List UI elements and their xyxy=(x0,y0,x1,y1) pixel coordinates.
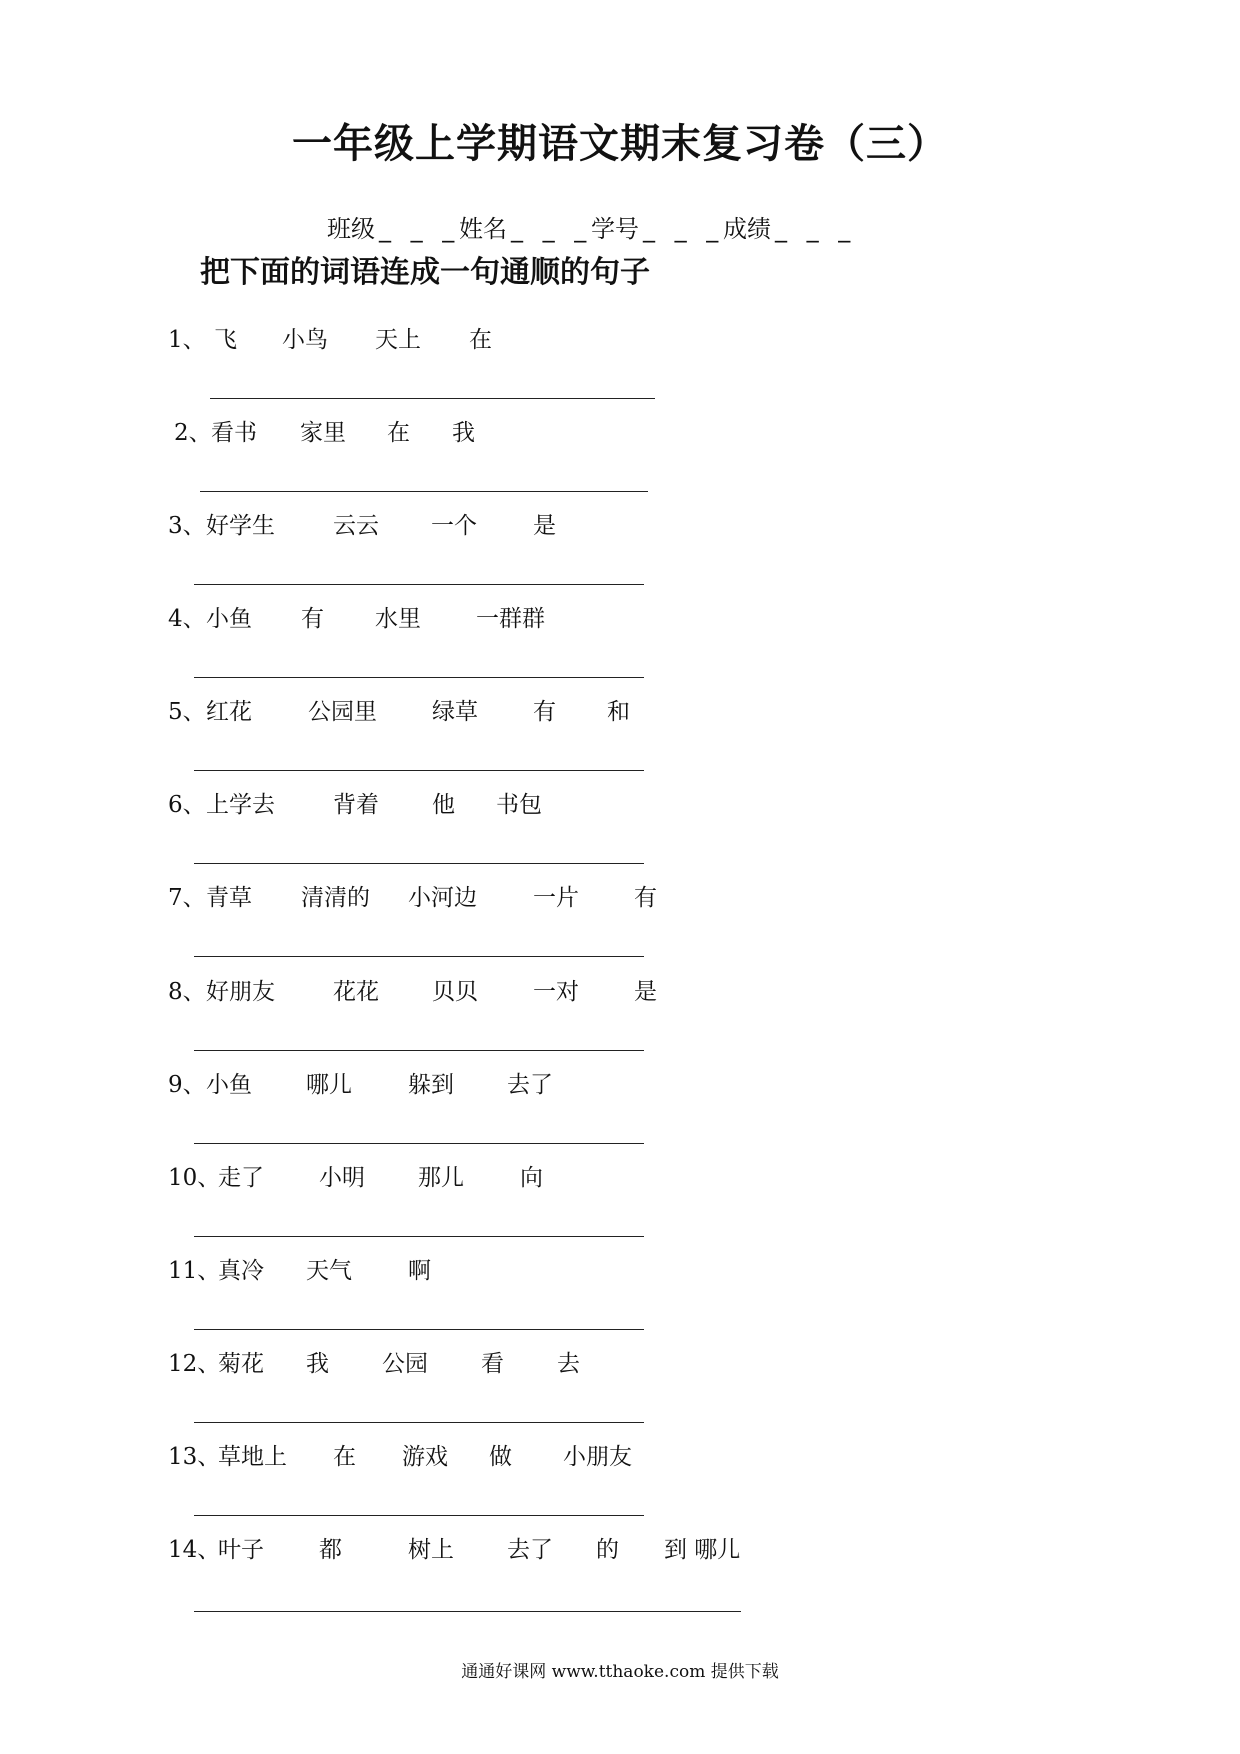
word-token: 贝贝 xyxy=(432,979,478,1005)
page-footer: 通通好课网 www.tthaoke.com 提供下载 xyxy=(461,1662,779,1682)
word-token: 啊 xyxy=(408,1258,431,1284)
word-token: 树上 xyxy=(408,1537,454,1563)
word-token: 都 xyxy=(319,1537,342,1563)
exercise-number: 3、 xyxy=(168,513,206,539)
word-token: 云云 xyxy=(333,513,379,539)
word-token: 游戏 xyxy=(402,1444,448,1470)
word-token: 走了 xyxy=(218,1165,264,1191)
class-label: 班级 xyxy=(327,215,375,243)
exercise-item xyxy=(0,1532,1240,1572)
answer-line[interactable] xyxy=(194,1515,644,1516)
word-token: 天上 xyxy=(375,327,421,353)
word-token: 小鱼 xyxy=(206,1072,252,1098)
exercise-number: 13、 xyxy=(168,1444,221,1470)
word-token: 飞 xyxy=(214,327,237,353)
word-token: 好朋友 xyxy=(206,979,275,1005)
word-token: 天气 xyxy=(306,1258,352,1284)
exercise-item xyxy=(0,601,1240,641)
exercise-item xyxy=(0,1067,1240,1107)
exercise-number: 5、 xyxy=(168,699,206,725)
word-token: 花花 xyxy=(333,979,379,1005)
word-token: 和 xyxy=(607,699,630,725)
answer-line[interactable] xyxy=(194,677,644,678)
word-token: 他 xyxy=(432,792,455,818)
word-token: 去了 xyxy=(507,1537,553,1563)
word-token: 有 xyxy=(533,699,556,725)
word-token: 小鸟 xyxy=(282,327,328,353)
word-token: 好学生 xyxy=(206,513,275,539)
word-token: 在 xyxy=(469,327,492,353)
word-token: 是 xyxy=(533,513,556,539)
word-token: 在 xyxy=(333,1444,356,1470)
exercise-number: 6、 xyxy=(168,792,206,818)
word-token: 去了 xyxy=(507,1072,553,1098)
word-token: 背着 xyxy=(333,792,379,818)
word-token: 菊花 xyxy=(218,1351,264,1377)
answer-line[interactable] xyxy=(194,1422,644,1423)
word-token: 家里 xyxy=(300,420,346,446)
word-token: 去 xyxy=(557,1351,580,1377)
page-title: 一年级上学期语文期末复习卷（三） xyxy=(292,121,948,167)
word-token: 到 哪儿 xyxy=(664,1537,741,1563)
exercise-item xyxy=(0,508,1240,548)
score-blank: _ _ _ xyxy=(775,215,857,243)
word-token: 我 xyxy=(452,420,475,446)
answer-line[interactable] xyxy=(194,1050,644,1051)
answer-line[interactable] xyxy=(194,1611,741,1612)
exercise-item xyxy=(0,322,1240,362)
word-token: 小明 xyxy=(319,1165,365,1191)
word-token: 有 xyxy=(301,606,324,632)
class-blank: _ _ _ xyxy=(379,215,461,243)
student-id-blank: _ _ _ xyxy=(643,215,725,243)
word-token: 书包 xyxy=(496,792,542,818)
word-token: 有 xyxy=(634,885,657,911)
exercise-number: 10、 xyxy=(168,1165,221,1191)
exercise-number: 12、 xyxy=(168,1351,221,1377)
word-token: 小朋友 xyxy=(563,1444,632,1470)
answer-line[interactable] xyxy=(194,1329,644,1330)
word-token: 公园里 xyxy=(308,699,377,725)
exercise-item xyxy=(0,694,1240,734)
exercise-number: 2、 xyxy=(174,420,212,446)
word-token: 清清的 xyxy=(301,885,370,911)
student-id-label: 学号 xyxy=(591,215,639,243)
exercise-item xyxy=(0,1439,1240,1479)
answer-line[interactable] xyxy=(194,770,644,771)
word-token: 小河边 xyxy=(408,885,477,911)
exercise-item xyxy=(0,787,1240,827)
exercise-number: 14、 xyxy=(168,1537,221,1563)
score-label: 成绩 xyxy=(723,215,771,243)
name-label: 姓名 xyxy=(459,215,507,243)
word-token: 一群群 xyxy=(476,606,545,632)
word-token: 的 xyxy=(596,1537,619,1563)
answer-line[interactable] xyxy=(194,863,644,864)
exercise-number: 7、 xyxy=(168,885,206,911)
exercise-number: 1、 xyxy=(168,327,206,353)
word-token: 青草 xyxy=(206,885,252,911)
word-token: 我 xyxy=(306,1351,329,1377)
word-token: 上学去 xyxy=(206,792,275,818)
word-token: 小鱼 xyxy=(206,606,252,632)
answer-line[interactable] xyxy=(200,491,648,492)
word-token: 是 xyxy=(634,979,657,1005)
answer-line[interactable] xyxy=(194,956,644,957)
answer-line[interactable] xyxy=(194,584,644,585)
word-token: 看 xyxy=(481,1351,504,1377)
name-blank: _ _ _ xyxy=(511,215,593,243)
word-token: 草地上 xyxy=(218,1444,287,1470)
word-token: 向 xyxy=(520,1165,543,1191)
student-info-row xyxy=(327,212,855,246)
exercise-item xyxy=(0,1253,1240,1293)
exercise-item xyxy=(0,415,1240,455)
word-token: 哪儿 xyxy=(306,1072,352,1098)
word-token: 躲到 xyxy=(408,1072,454,1098)
exercise-number: 4、 xyxy=(168,606,206,632)
word-token: 公园 xyxy=(382,1351,428,1377)
exercise-item xyxy=(0,974,1240,1014)
word-token: 一个 xyxy=(431,513,477,539)
answer-line[interactable] xyxy=(210,398,655,399)
word-token: 看书 xyxy=(211,420,257,446)
exercise-number: 11、 xyxy=(168,1258,221,1284)
exercise-item xyxy=(0,1346,1240,1386)
section-instruction: 把下面的词语连成一句通顺的句子 xyxy=(200,255,650,290)
exercise-number: 9、 xyxy=(168,1072,206,1098)
word-token: 绿草 xyxy=(432,699,478,725)
word-token: 水里 xyxy=(375,606,421,632)
word-token: 在 xyxy=(387,420,410,446)
word-token: 做 xyxy=(489,1444,512,1470)
exercise-item xyxy=(0,880,1240,920)
word-token: 叶子 xyxy=(218,1537,264,1563)
word-token: 一片 xyxy=(533,885,579,911)
exercise-item xyxy=(0,1160,1240,1200)
word-token: 红花 xyxy=(206,699,252,725)
word-token: 那儿 xyxy=(418,1165,464,1191)
word-token: 一对 xyxy=(533,979,579,1005)
answer-line[interactable] xyxy=(194,1236,644,1237)
exercise-number: 8、 xyxy=(168,979,206,1005)
answer-line[interactable] xyxy=(194,1143,644,1144)
word-token: 真冷 xyxy=(218,1258,264,1284)
